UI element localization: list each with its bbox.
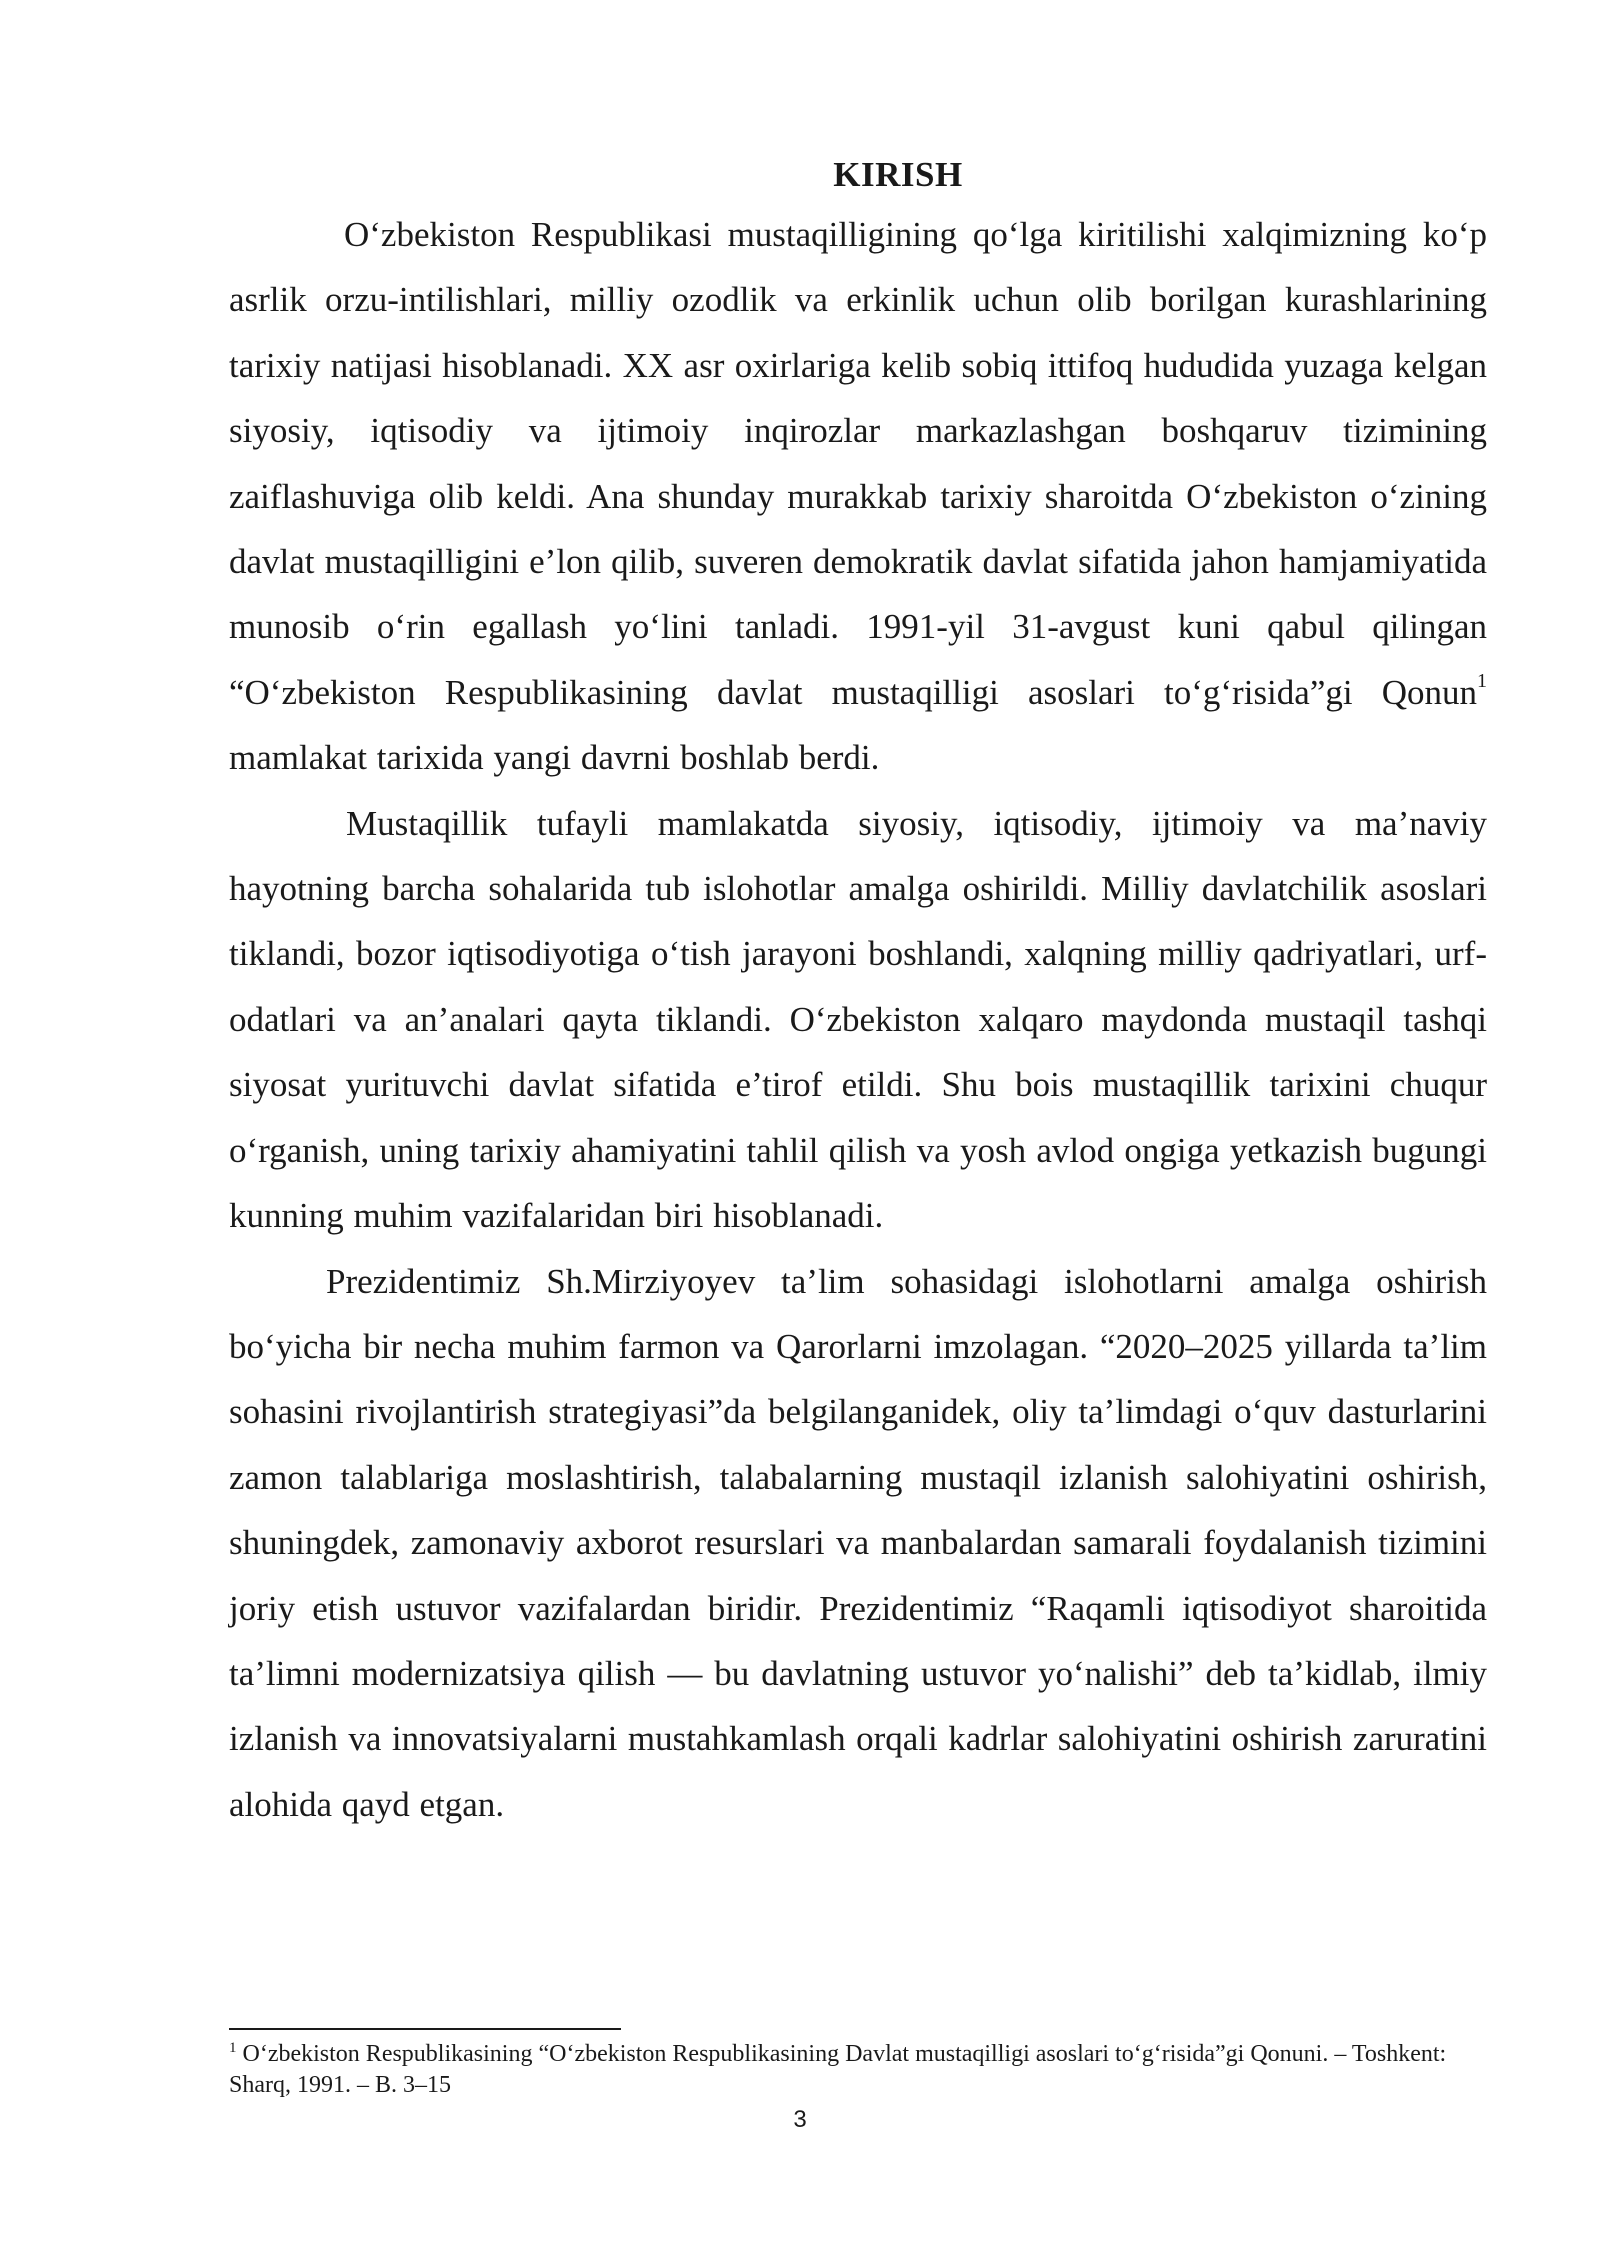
footnote [229, 2039, 1491, 2101]
paragraph-1 [229, 202, 1487, 791]
paragraph-1-text: O‘zbekiston Respublikasi mustaqilligining qo‘lga kiritilishi xalqimizning ko‘p asrlik orzu-intilishlari, milliy ozodlik va erkinlik uchun olib borilgan kurashlarining tarixiy natijasi hisoblanadi. XX asr oxirlariga kelib sobiq ittifoq hududida yuzaga kelgan siyosiy, iqtisodiy va ijtimoiy inqirozlar markazlashgan boshqaruv tizimining zaiflashuviga olib keldi. Ana shunday murakkab tarixiy sharoitda O‘zbekiston o‘zining davlat mustaqilligini e’lon qilib, suveren demokratik davlat sifatida jahon hamjamiyatida munosib o‘rin egallash yo‘lini tanladi. 1991-yil 31-avgust kuni qabul qilingan “O‘zbekiston Respublikasining davlat mustaqilligi asoslari to‘g‘risida”gi Qonun [229, 215, 1487, 712]
paragraph-3: Prezidentimiz Sh.Mirziyoyev ta’lim sohasidagi islohotlarni amalga oshirish bo‘yicha bir necha muhim farmon va Qarorlarni imzolagan. “2020–2025 yillarda ta’lim sohasini rivojlantirish strategiyasi”da belgilanganidek, oliy ta’limdagi o‘quv dasturlarini zamon talablariga moslashtirish, talabalarning mustaqil izlanish salohiyatini oshirish, shuningdek, zamonaviy axborot resurslari va manbalardan samarali foydalanish tizimini joriy etish ustuvor vazifalardan biridir. Prezidentimiz “Raqamli iqtisodiyot sharoitida ta’limni modernizatsiya qilish — bu davlatning ustuvor yo‘nalishi” deb ta’kidlab, ilmiy izlanish va innovatsiyalarni mustahkamlash orqali kadrlar salohiyatini oshirish zaruratini alohida qayd etgan. [229, 1261, 1487, 1824]
paragraph-1-text-end: mamlakat tarixida yangi davrni boshlab berdi. [229, 738, 880, 778]
page-number: 3 [793, 2106, 807, 2133]
footnote-text: O‘zbekiston Respublikasining “O‘zbekiston Respublikasining Davlat mustaqilligi asoslari to‘g‘risida”gi Qonuni. – Toshkent: Sharq, 1991. – B. 3–15 [229, 2041, 1447, 2098]
footnote-divider [229, 2028, 621, 2030]
page-title: KIRISH [833, 155, 963, 194]
paragraph-2: Mustaqillik tufayli mamlakatda siyosiy, iqtisodiy, ijtimoiy va ma’naviy hayotning barcha sohalarida tub islohotlar amalga oshirildi. Milliy davlatchilik asoslari tiklandi, bozor iqtisodiyotiga o‘tish jarayoni boshlandi, xalqning milliy qadriyatlari, urf-odatlari va an’analari qayta tiklandi. O‘zbekiston xalqaro maydonda mustaqil tashqi siyosat yurituvchi davlat sifatida e’tirof etildi. Shu bois mustaqillik tarixini chuqur o‘rganish, uning tarixiy ahamiyatini tahlil qilish va yosh avlod ongiga yetkazish bugungi kunning muhim vazifalaridan biri hisoblanadi. [229, 803, 1487, 1236]
footnote-reference[interactable]: 1 [1477, 670, 1487, 693]
footnote-marker: 1 [229, 2040, 237, 2056]
main-content [229, 148, 1487, 1837]
